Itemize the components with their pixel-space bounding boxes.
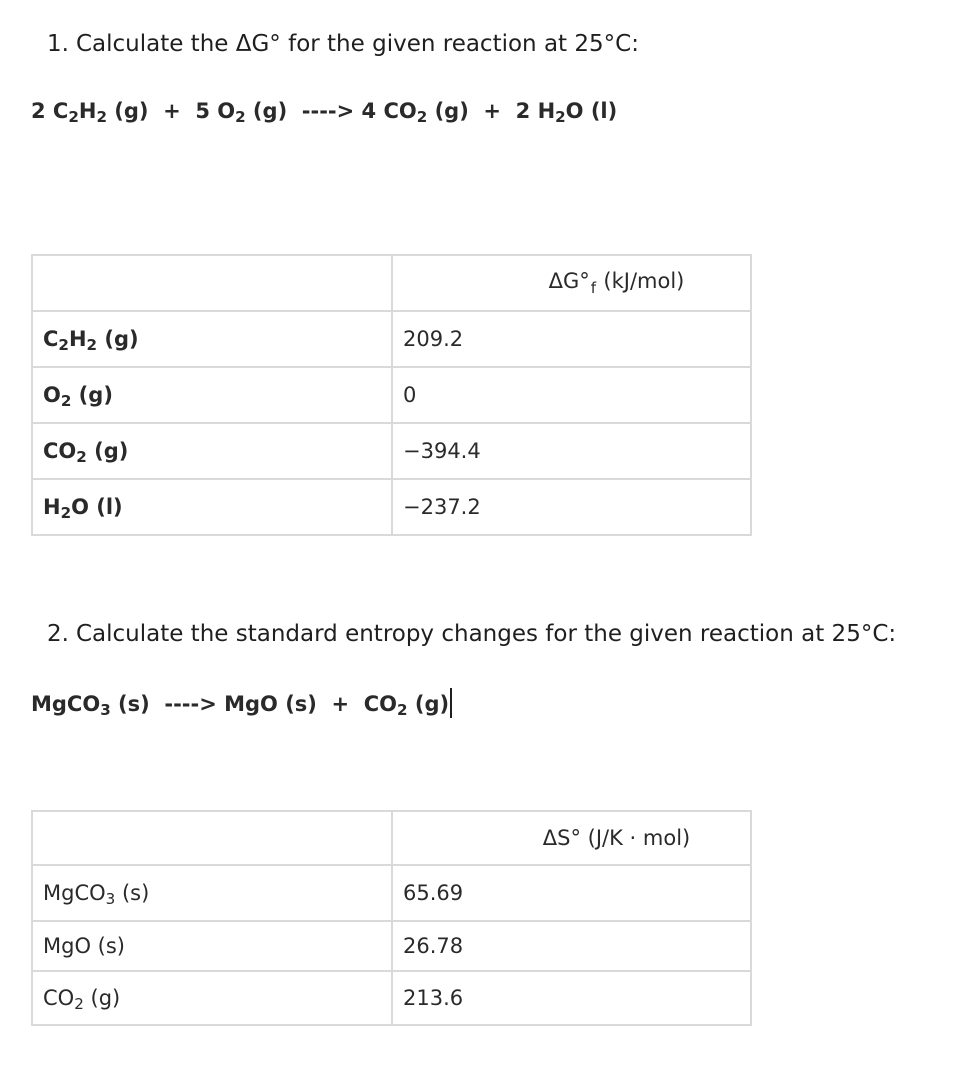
table-row (32, 921, 751, 971)
subscript: 2 (416, 107, 428, 126)
reaction-1-equation: 2 $C_2H_2$ (g) + 5 $O_2$ (g) ----> 4 $CO_2$ (g) + 2 $H_2O$ (l) (31, 99, 618, 126)
table-header-entropy (392, 811, 751, 865)
question-2-text: Calculate the standard entropy changes for the given reaction at 25°C: (75, 621, 897, 647)
species-cell: MgO (s) (32, 921, 392, 971)
subscript: 2 (68, 107, 79, 126)
species-cell: $CO_2$ (g) (32, 423, 392, 479)
entropy-table (31, 810, 752, 1026)
table-row (32, 423, 751, 479)
reaction-2-equation[interactable] (31, 688, 452, 718)
question-1 (47, 31, 639, 57)
gibbs-energy-table (31, 254, 752, 536)
question-2-number: 2. (47, 621, 69, 647)
value-cell: −394.4 (392, 423, 751, 479)
subscript: 2 (60, 391, 72, 410)
subscript: 2 (86, 335, 98, 354)
subscript: 3 (105, 889, 116, 908)
question-1-number: 1. (47, 31, 69, 57)
table-header-gibbs (392, 255, 751, 311)
text-cursor (450, 688, 452, 718)
gibbs-unit: (kJ/mol) (603, 269, 685, 294)
subscript: 2 (74, 994, 84, 1013)
table-header-row (32, 255, 751, 311)
table-row (32, 865, 751, 921)
species-cell: $H_2O$ (l) (32, 479, 392, 535)
table-header-species (32, 255, 392, 311)
table-row (32, 479, 751, 535)
question-2 (47, 621, 896, 647)
value-cell: 26.78 (392, 921, 751, 971)
subscript: 3 (100, 700, 111, 719)
table-header-species (32, 811, 392, 865)
species-cell: $O_2$ (g) (32, 367, 392, 423)
subscript: 2 (60, 503, 72, 522)
species-cell: $CO_2$ (g) (32, 971, 392, 1025)
value-cell: 209.2 (392, 311, 751, 367)
gibbs-symbol: ΔG° (548, 269, 590, 294)
subscript: 2 (397, 700, 408, 719)
species-cell: MgCO$_3$ (s) (32, 865, 392, 921)
table-row (32, 367, 751, 423)
subscript: 2 (76, 447, 87, 466)
value-cell: −237.2 (392, 479, 751, 535)
reaction-2-text: MgCO$_3$ (s) ----> MgO $(s) + CO_2$ (g) (31, 692, 450, 719)
value-cell: 65.69 (392, 865, 751, 921)
subscript: 2 (555, 107, 566, 126)
species-cell: $C_2H_2$ (g) (32, 311, 392, 367)
value-cell: 213.6 (392, 971, 751, 1025)
value-cell: 0 (392, 367, 751, 423)
table-row (32, 971, 751, 1025)
subscript: 2 (235, 107, 246, 126)
table-header-row (32, 811, 751, 865)
subscript: 2 (58, 335, 69, 354)
question-1-text: Calculate the ΔG° for the given reaction at 25°C: (75, 31, 639, 57)
gibbs-subscript: f (590, 278, 597, 297)
entropy-header-label: ΔS° (J/K · mol) (542, 826, 691, 850)
subscript: 2 (96, 107, 107, 126)
table-row (32, 311, 751, 367)
